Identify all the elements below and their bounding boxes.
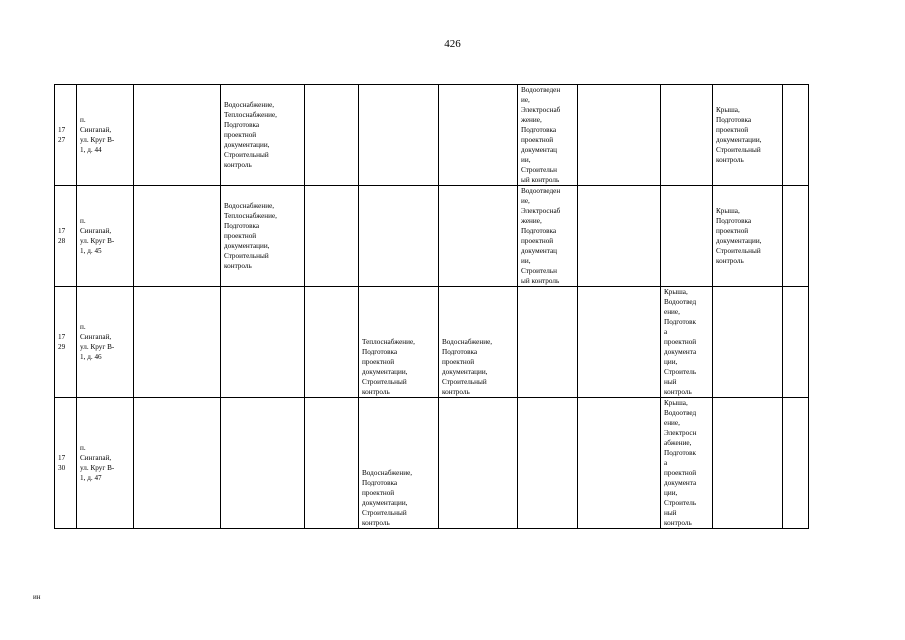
page-number: 426 — [444, 38, 461, 50]
works-cell — [713, 287, 783, 398]
address-cell: п. Сингапай, ул. Круг В- 1, д. 47 — [77, 398, 134, 529]
address-cell: п. Сингапай, ул. Круг В- 1, д. 46 — [77, 287, 134, 398]
empty-cell — [783, 85, 809, 186]
empty-cell — [578, 287, 661, 398]
empty-cell — [305, 186, 359, 287]
works-cell — [518, 287, 578, 398]
works-cell — [661, 186, 713, 287]
works-cell — [439, 186, 518, 287]
works-cell — [713, 398, 783, 529]
works-cell — [359, 85, 439, 186]
footer-mark: ин — [33, 593, 41, 601]
table-row — [55, 398, 809, 529]
empty-cell — [578, 186, 661, 287]
empty-cell — [578, 85, 661, 186]
works-cell: Водоснабжение, Подготовка проектной документации, Строительный контроль — [439, 287, 518, 398]
works-cell: Водоотведен ие, Электроснаб жение, Подготовка проектной документац ии, Строительн ый контроль — [518, 186, 578, 287]
works-cell: Водоотведен ие, Электроснаб жение, Подготовка проектной документац ии, Строительн ый контроль — [518, 85, 578, 186]
empty-cell — [305, 398, 359, 529]
works-cell: Крыша, Водоотвед ение, Электросн абжение, Подготовк а проектной документа ции, Строитель ный контроль — [661, 398, 713, 529]
works-table — [54, 84, 809, 529]
empty-cell — [305, 85, 359, 186]
table-row — [55, 85, 809, 186]
works-cell: Крыша, Водоотвед ение, Подготовк а проектной документа ции, Строитель ный контроль — [661, 287, 713, 398]
works-cell — [439, 85, 518, 186]
empty-cell — [134, 186, 221, 287]
empty-cell — [134, 287, 221, 398]
works-cell: Теплоснабжение, Подготовка проектной документации, Строительный контроль — [359, 287, 439, 398]
empty-cell — [783, 186, 809, 287]
row-number: 17 29 — [55, 287, 77, 398]
row-number: 17 27 — [55, 85, 77, 186]
empty-cell — [578, 398, 661, 529]
works-cell: Крыша, Подготовка проектной документации, Строительный контроль — [713, 186, 783, 287]
works-cell — [439, 398, 518, 529]
row-number: 17 30 — [55, 398, 77, 529]
empty-cell — [783, 398, 809, 529]
empty-cell — [134, 85, 221, 186]
empty-cell — [134, 398, 221, 529]
works-cell — [221, 398, 305, 529]
works-cell: Водоснабжение, Теплоснабжение, Подготовка проектной документации, Строительный контроль — [221, 186, 305, 287]
row-number: 17 28 — [55, 186, 77, 287]
empty-cell — [305, 287, 359, 398]
works-cell — [661, 85, 713, 186]
works-cell: Водоснабжение, Теплоснабжение, Подготовка проектной документации, Строительный контроль — [221, 85, 305, 186]
empty-cell — [783, 287, 809, 398]
address-cell: п. Сингапай, ул. Круг В- 1, д. 44 — [77, 85, 134, 186]
table-row — [55, 287, 809, 398]
works-cell: Крыша, Подготовка проектной документации, Строительный контроль — [713, 85, 783, 186]
works-cell: Водоснабжение, Подготовка проектной документации, Строительный контроль — [359, 398, 439, 529]
works-cell — [359, 186, 439, 287]
address-cell: п. Сингапай, ул. Круг В- 1, д. 45 — [77, 186, 134, 287]
works-cell — [518, 398, 578, 529]
works-cell — [221, 287, 305, 398]
table-row — [55, 186, 809, 287]
